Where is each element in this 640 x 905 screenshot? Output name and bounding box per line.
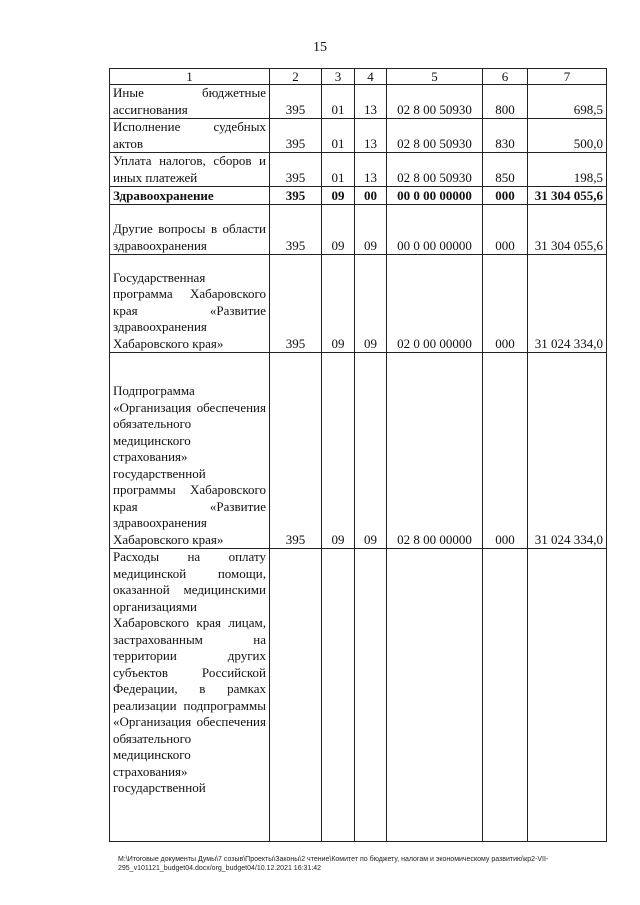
table-row (110, 205, 607, 255)
cell-type: 800 (483, 85, 528, 119)
row-name: Государственная программа Хабаровского края «Развитие здравоохранения Хабаровского края» (110, 255, 270, 353)
column-header: 2 (270, 69, 322, 85)
cell-section: 01 (322, 85, 355, 119)
table-row (110, 187, 607, 205)
cell-type: 850 (483, 153, 528, 187)
column-header: 1 (110, 69, 270, 85)
cell-subsection: 09 (355, 205, 387, 255)
cell-subsection: 09 (355, 353, 387, 549)
cell-target: 02 0 00 00000 (387, 255, 483, 353)
column-header: 6 (483, 69, 528, 85)
cell-subsection: 13 (355, 153, 387, 187)
cell-type: 000 (483, 187, 528, 205)
row-name: Расходы на оплату медицинской помощи, оказанной медицинскими организациями Хабаровского края лицам, застрахованным на территории других субъектов Российской Федерации, в рамках реализации подпрограммы «Организация обеспечения обязательного медицинского страхования» государственной (110, 549, 270, 842)
cell-target: 02 8 00 50930 (387, 85, 483, 119)
cell-amount (528, 549, 607, 842)
column-header: 3 (322, 69, 355, 85)
cell-amount: 198,5 (528, 153, 607, 187)
table-row (110, 353, 607, 549)
table-row (110, 119, 607, 153)
row-name: Здравоохранение (110, 187, 270, 205)
table-row (110, 255, 607, 353)
cell-section: 09 (322, 187, 355, 205)
cell-section: 09 (322, 205, 355, 255)
cell-admin: 395 (270, 119, 322, 153)
cell-target: 02 8 00 50930 (387, 119, 483, 153)
cell-subsection: 09 (355, 255, 387, 353)
cell-subsection: 13 (355, 85, 387, 119)
table-row (110, 153, 607, 187)
cell-admin: 395 (270, 353, 322, 549)
cell-target: 02 8 00 50930 (387, 153, 483, 187)
row-name: Уплата налогов, сборов и иных платежей (110, 153, 270, 187)
cell-type: 830 (483, 119, 528, 153)
cell-amount: 31 024 334,0 (528, 255, 607, 353)
cell-amount: 698,5 (528, 85, 607, 119)
cell-section: 01 (322, 119, 355, 153)
column-header: 4 (355, 69, 387, 85)
cell-subsection (355, 549, 387, 842)
cell-admin: 395 (270, 187, 322, 205)
cell-admin: 395 (270, 255, 322, 353)
table-row (110, 549, 607, 842)
row-name: Исполнение судебных актов (110, 119, 270, 153)
cell-target: 00 0 00 00000 (387, 187, 483, 205)
cell-amount: 31 024 334,0 (528, 353, 607, 549)
cell-amount: 31 304 055,6 (528, 205, 607, 255)
cell-type: 000 (483, 205, 528, 255)
cell-section: 01 (322, 153, 355, 187)
cell-type: 000 (483, 353, 528, 549)
cell-admin: 395 (270, 153, 322, 187)
cell-section (322, 549, 355, 842)
row-name: Подпрограмма «Организация обеспечения обязательного медицинского страхования» государственной программы Хабаровского края «Развитие здравоохранения Хабаровского края» (110, 353, 270, 549)
row-name: Другие вопросы в области здравоохранения (110, 205, 270, 255)
table-header-row (110, 69, 607, 85)
cell-section: 09 (322, 353, 355, 549)
cell-type: 000 (483, 255, 528, 353)
cell-type (483, 549, 528, 842)
cell-admin: 395 (270, 85, 322, 119)
cell-target: 02 8 00 00000 (387, 353, 483, 549)
cell-amount: 31 304 055,6 (528, 187, 607, 205)
file-path-footer: M:\Итоговые документы Думы\7 созыв\Проекты\Законы\2 чтение\Комитет по бюджету, налогам и экономическому развитию\кр2-VII-295_v101121_budget04.docx/org_budget04/10.12.2021 16:31:42 (118, 856, 549, 872)
budget-table (109, 68, 607, 842)
cell-subsection: 00 (355, 187, 387, 205)
cell-section: 09 (322, 255, 355, 353)
column-header: 7 (528, 69, 607, 85)
row-name: Иные бюджетные ассигнования (110, 85, 270, 119)
cell-subsection: 13 (355, 119, 387, 153)
cell-amount: 500,0 (528, 119, 607, 153)
cell-target: 00 0 00 00000 (387, 205, 483, 255)
table-row (110, 85, 607, 119)
page-number: 15 (313, 40, 327, 55)
cell-target (387, 549, 483, 842)
cell-admin (270, 549, 322, 842)
cell-admin: 395 (270, 205, 322, 255)
column-header: 5 (387, 69, 483, 85)
